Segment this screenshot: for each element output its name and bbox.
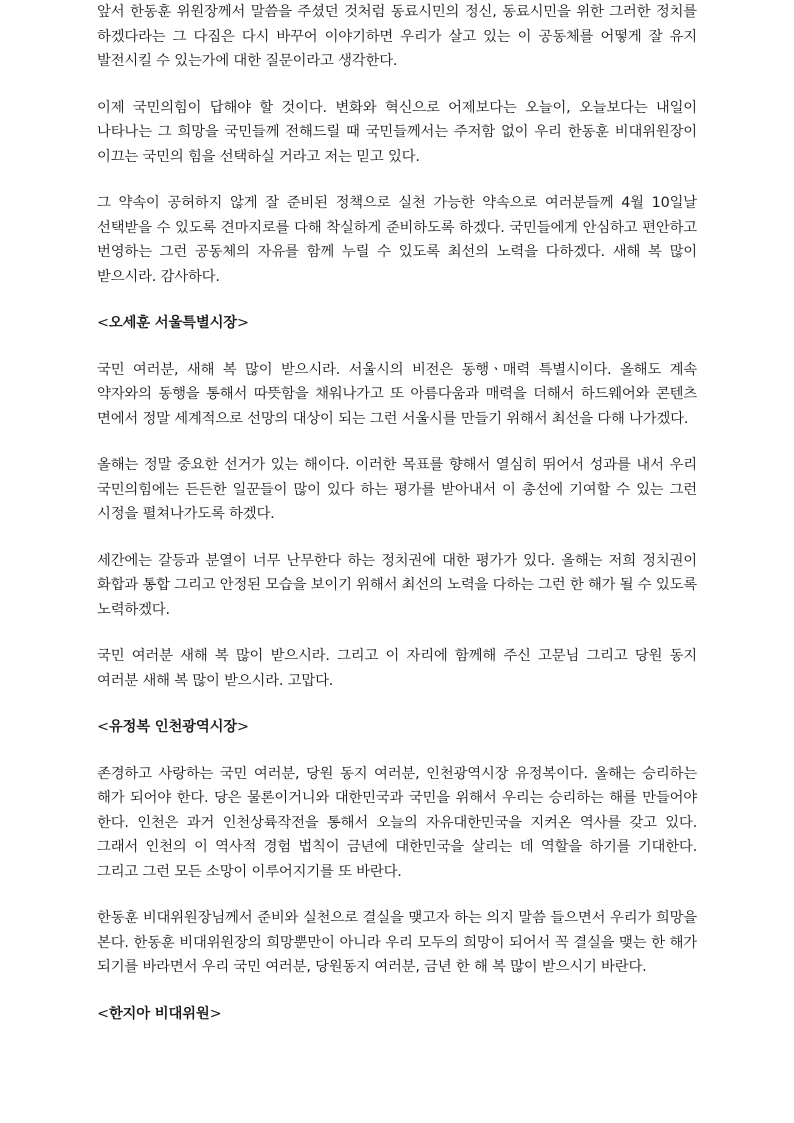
speaker-name: 유정복 인천광역시장 <box>108 719 237 735</box>
paragraph: 한동훈 비대위원장님께서 준비와 실천으로 결실을 맺고자 하는 의지 말씀 들으면서 우리가 희망을 본다. 한동훈 비대위원장의 희망뿐만이 아니라 우리 모두의 희망이 되어서 꼭 결실을 맺는 한 해가 되기를 바라면서 우리 국민 여러분, 당원동지 여러분, 금년 한 해 복 많이 받으시기 바란다. <box>97 910 697 975</box>
speaker-name: 한지아 비대위원 <box>108 1005 210 1022</box>
paragraph: 세간에는 갈등과 분열이 너무 난무한다 하는 정치권에 대한 평가가 있다. 올해는 저희 정치권이 화합과 통합 그리고 안정된 모습을 보이기 위해서 최선의 노력을 다하는 그런 한 해가 될 수 있도록 노력하겠다. <box>97 552 697 618</box>
paragraph: 앞서 한동훈 위원장께서 말씀을 주셨던 것처럼 동료시민의 정신, 동료시민을 위한 그러한 정치를 하겠다라는 그 다짐은 다시 바꾸어 이야기하면 우리가 살고 있는 이 공동체를 어떻게 잘 유지 발전시킬 수 있는가에 대한 질문이라고 생각한다. <box>97 4 697 69</box>
paragraph: 올해는 정말 중요한 선거가 있는 해이다. 이러한 목표를 향해서 열심히 뛰어서 성과를 내서 우리 국민의힘에는 든든한 일꾼들이 많이 있다 하는 평가를 받아내서 이 총선에 기여할 수 있는 그런 시정을 펼쳐나가도록 하겠다. <box>97 457 697 522</box>
paragraph: 국민 여러분, 새해 복 많이 받으시라. 서울시의 비전은 동행ㆍ매력 특별시이다. 올해도 계속 약자와의 동행을 통해서 따뜻함을 채워나가고 또 아름다움과 매력을 더해서 하드웨어와 콘텐츠 면에서 정말 세계적으로 선망의 대상이 되는 그런 서울시를 만들기 위해서 최선을 다해 나가겠다. <box>97 361 697 427</box>
paragraph: 그 약속이 공허하지 않게 잘 준비된 정책으로 실천 가능한 약속으로 여러분들께 4월 10일날 선택받을 수 있도록 견마지로를 다해 착실하게 준비하도록 하겠다. 국민들에게 안심하고 편안하고 번영하는 그런 공동체의 자유를 함께 누릴 수 있도록 최선의 노력을 다하겠다. 새해 복 많이 받으시라. 감사하다. <box>97 195 697 285</box>
speaker-heading: <유정복 인천광역시장> <box>97 719 249 735</box>
paragraph: 국민 여러분 새해 복 많이 받으시라. 그리고 이 자리에 함께해 주신 고문님 그리고 당원 동지 여러분 새해 복 많이 받으시라. 고맙다. <box>97 648 697 689</box>
speaker-name: 오세훈 서울특별시장 <box>108 315 237 331</box>
paragraph: 존경하고 사랑하는 국민 여러분, 당원 동지 여러분, 인천광역시장 유정복이다. 올해는 승리하는 해가 되어야 한다. 당은 물론이거니와 대한민국과 국민을 위해서 우리는 승리하는 해를 만들어야 한다. 인천은 과거 인천상륙작전을 통해서 오늘의 자유대한민국을 지켜온 역사를 갖고 있다. 그래서 인천의 이 역사적 경험 법칙이 금년에 대한민국을 살리는 데 역할을 하기를 기대한다. 그리고 그런 모든 소망이 이루어지기를 또 바란다. <box>97 765 697 880</box>
paragraph: 이제 국민의힘이 답해야 할 것이다. 변화와 혁신으로 어제보다는 오늘이, 오늘보다는 내일이 나타나는 그 희망을 국민들께 전해드릴 때 국민들께서는 주저함 없이 우리 한동훈 비대위원장이 이끄는 국민의 힘을 선택하실 거라고 저는 믿고 있다. <box>97 99 697 165</box>
speaker-heading: <오세훈 서울특별시장> <box>97 315 249 331</box>
document-page <box>97 0 697 1026</box>
speaker-heading: <한지아 비대위원> <box>97 1005 222 1022</box>
